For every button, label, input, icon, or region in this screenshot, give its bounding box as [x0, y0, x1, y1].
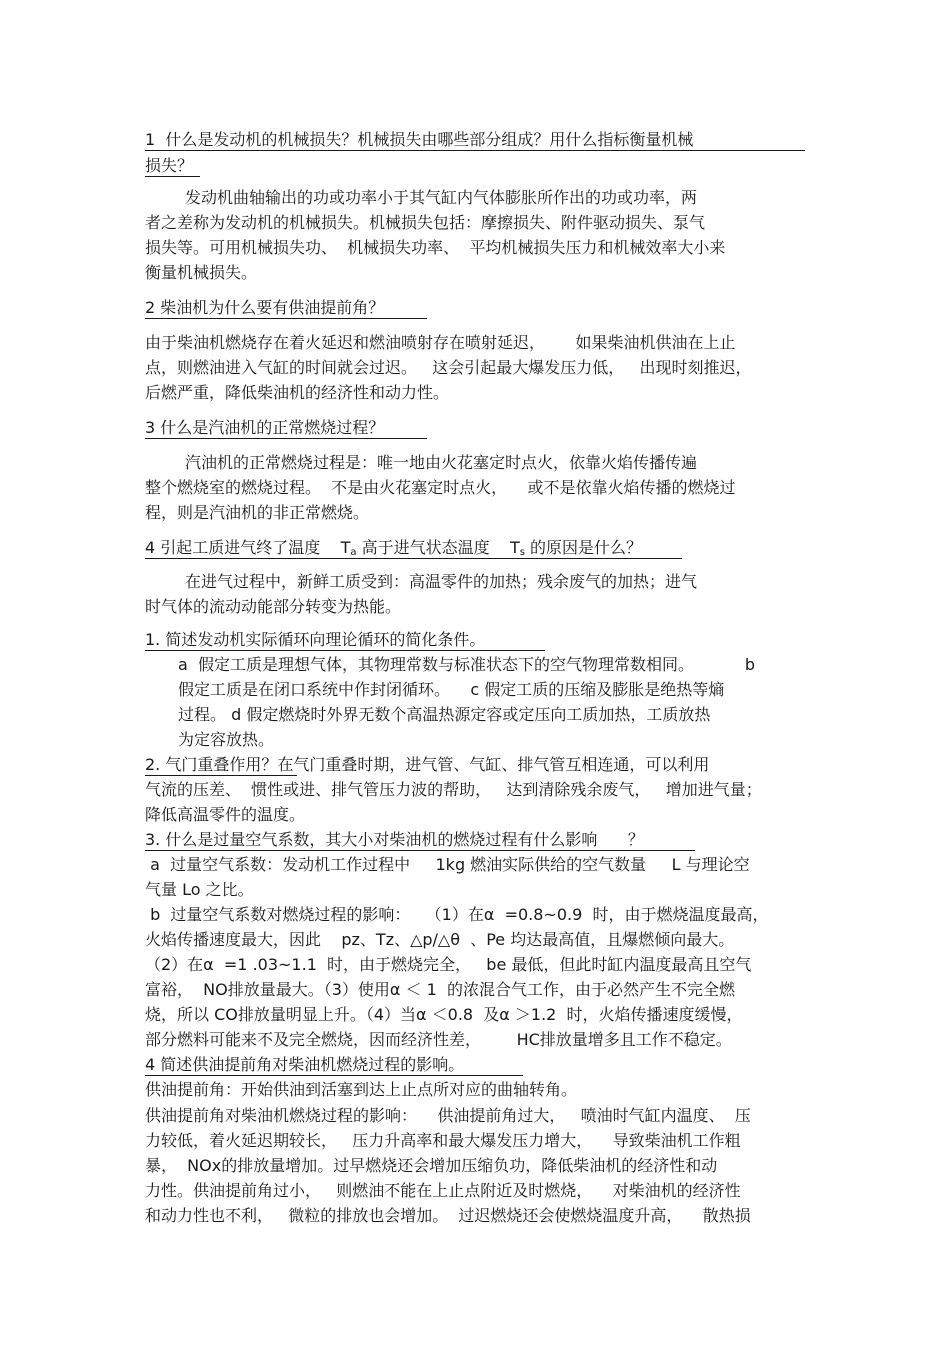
- paragraph-line: 力较低，着火延迟期较长， 压力升高率和最大爆发压力增大， 导致柴油机工作粗: [145, 1131, 741, 1150]
- paragraph-line: 点，则燃油进入气缸的时间就会过迟。 这会引起最大爆发压力低， 出现时刻推迟，: [145, 358, 752, 377]
- paragraph-line: 整个燃烧室的燃烧过程。 不是由火花塞定时点火， 或不是依靠火焰传播的燃烧过: [145, 478, 736, 497]
- underline: [145, 775, 297, 776]
- heading-s1: 1. 简述发动机实际循环向理论循环的简化条件。: [145, 630, 486, 649]
- paragraph-line: a 过量空气系数：发动机工作过程中 1kg 燃油实际供给的空气数量 L 与理论空: [145, 855, 750, 874]
- heading-q4: 4 引起工质进气终了温度 $T_a$ 高于进气状态温度 $T_s$ 的原因是什么？: [145, 538, 643, 558]
- underline: [145, 176, 200, 177]
- paragraph-line: 和动力性也不利， 微粒的排放也会增加。 过迟燃烧还会使燃烧温度升高， 散热损: [145, 1206, 751, 1225]
- underline: [145, 850, 695, 851]
- underline: [145, 1075, 523, 1076]
- paragraph-line: 暴， NOx的排放量增加。过早燃烧还会增加压缩负功，降低柴油机的经济性和动: [145, 1156, 718, 1175]
- heading-q1-line2: 损失？: [145, 156, 194, 175]
- paragraph-line: 供油提前角对柴油机燃烧过程的影响： 供油提前角过大， 喷油时气缸内温度、 压: [145, 1106, 751, 1125]
- paragraph-line: 由于柴油机燃烧存在着火延迟和燃油喷射存在喷射延迟， 如果柴油机供油在上止: [145, 333, 736, 352]
- paragraph-line: 损失等。可用机械损失功、 机械损失功率、 平均机械损失压力和机械效率大小来: [145, 238, 726, 257]
- paragraph-line: 富裕， NO排放量最大。（3）使用α ＜ 1 的浓混合气工作，由于必然产生不完全燃: [145, 980, 735, 999]
- paragraph-line: 发动机曲轴输出的功或功率小于其气缸内气体膨胀所作出的功或功率，两: [185, 188, 698, 207]
- paragraph-line: 后燃严重，降低柴油机的经济性和动力性。: [145, 383, 450, 402]
- heading-q3: 3 什么是汽油机的正常燃烧过程？: [145, 418, 385, 437]
- paragraph-line: b 过量空气系数对燃烧过程的影响： （1）在α =0.8~0.9 时，由于燃烧温度最高，: [145, 905, 769, 924]
- paragraph-line: a 假定工质是理想气体，其物理常数与标准状态下的空气物理常数相同。 b: [178, 655, 755, 674]
- underline: [145, 150, 805, 151]
- heading-s3: 3. 什么是过量空气系数，其大小对柴油机的燃烧过程有什么影响 ？: [145, 830, 644, 849]
- heading-s2-line: 2. 气门重叠作用？在气门重叠时期，进气管、气缸、排气管互相连通，可以利用: [145, 755, 710, 774]
- underline: [145, 650, 545, 651]
- paragraph-line: 汽油机的正常燃烧过程是：唯一地由火花塞定时点火，依靠火焰传播传遍: [185, 453, 698, 472]
- heading-s4: 4 简述供油提前角对柴油机燃烧过程的影响。: [145, 1055, 465, 1074]
- paragraph-line: 部分燃料可能来不及完全燃烧，因而经济性差， HC排放量增多且工作不稳定。: [145, 1030, 732, 1049]
- paragraph-line: 气量 Lo 之比。: [145, 880, 254, 899]
- underline: [145, 558, 682, 559]
- paragraph-line: 者之差称为发动机的机械损失。机械损失包括：摩擦损失、附件驱动损失、泵气: [145, 213, 706, 232]
- heading-q1-line1: 1 什么是发动机的机械损失？机械损失由哪些部分组成？用什么指标衡量机械: [145, 130, 694, 149]
- paragraph-line: 火焰传播速度最大，因此 pz、Tz、△p/△θ 、Pe 均达最高值，且爆燃倾向最大。: [145, 930, 735, 949]
- paragraph-line: 力性。供油提前角过小， 则燃油不能在上止点附近及时燃烧， 对柴油机的经济性: [145, 1181, 741, 1200]
- heading-q2: 2 柴油机为什么要有供油提前角？: [145, 298, 385, 317]
- paragraph-line: 衡量机械损失。: [145, 263, 258, 282]
- paragraph-line: 供油提前角：开始供油到活塞到达上止点所对应的曲轴转角。: [145, 1080, 578, 1099]
- paragraph-line: 降低高温零件的温度。: [145, 805, 306, 824]
- paragraph-line: 气流的压差、 惯性或进、排气管压力波的帮助， 达到清除残余废气， 增加进气量；: [145, 780, 762, 799]
- heading-s2: 2. 气门重叠作用？: [145, 755, 278, 774]
- paragraph-line: 为定容放热。: [178, 730, 275, 749]
- paragraph-line: （2）在α =1 .03~1.1 时，由于燃烧完全， be 最低，但此时缸内温度最高且空气: [145, 955, 752, 974]
- paragraph-line: 烧，所以 CO排放量明显上升。（4）当α ＜0.8 及α ＞1.2 时，火焰传播速度缓慢，: [145, 1005, 743, 1024]
- underline: [145, 438, 427, 439]
- paragraph-line: 时气体的流动动能部分转变为热能。: [145, 597, 402, 616]
- paragraph-line: 程，则是汽油机的非正常燃烧。: [145, 503, 370, 522]
- paragraph-line: 在进气过程中，新鲜工质受到：高温零件的加热；残余废气的加热；进气: [185, 572, 698, 591]
- paragraph-line: 假定工质是在闭口系统中作封闭循环。 c 假定工质的压缩及膨胀是绝热等熵: [178, 680, 725, 699]
- underline: [145, 318, 427, 319]
- paragraph-line: 过程。 d 假定燃烧时外界无数个高温热源定容或定压向工质加热，工质放热: [178, 705, 711, 724]
